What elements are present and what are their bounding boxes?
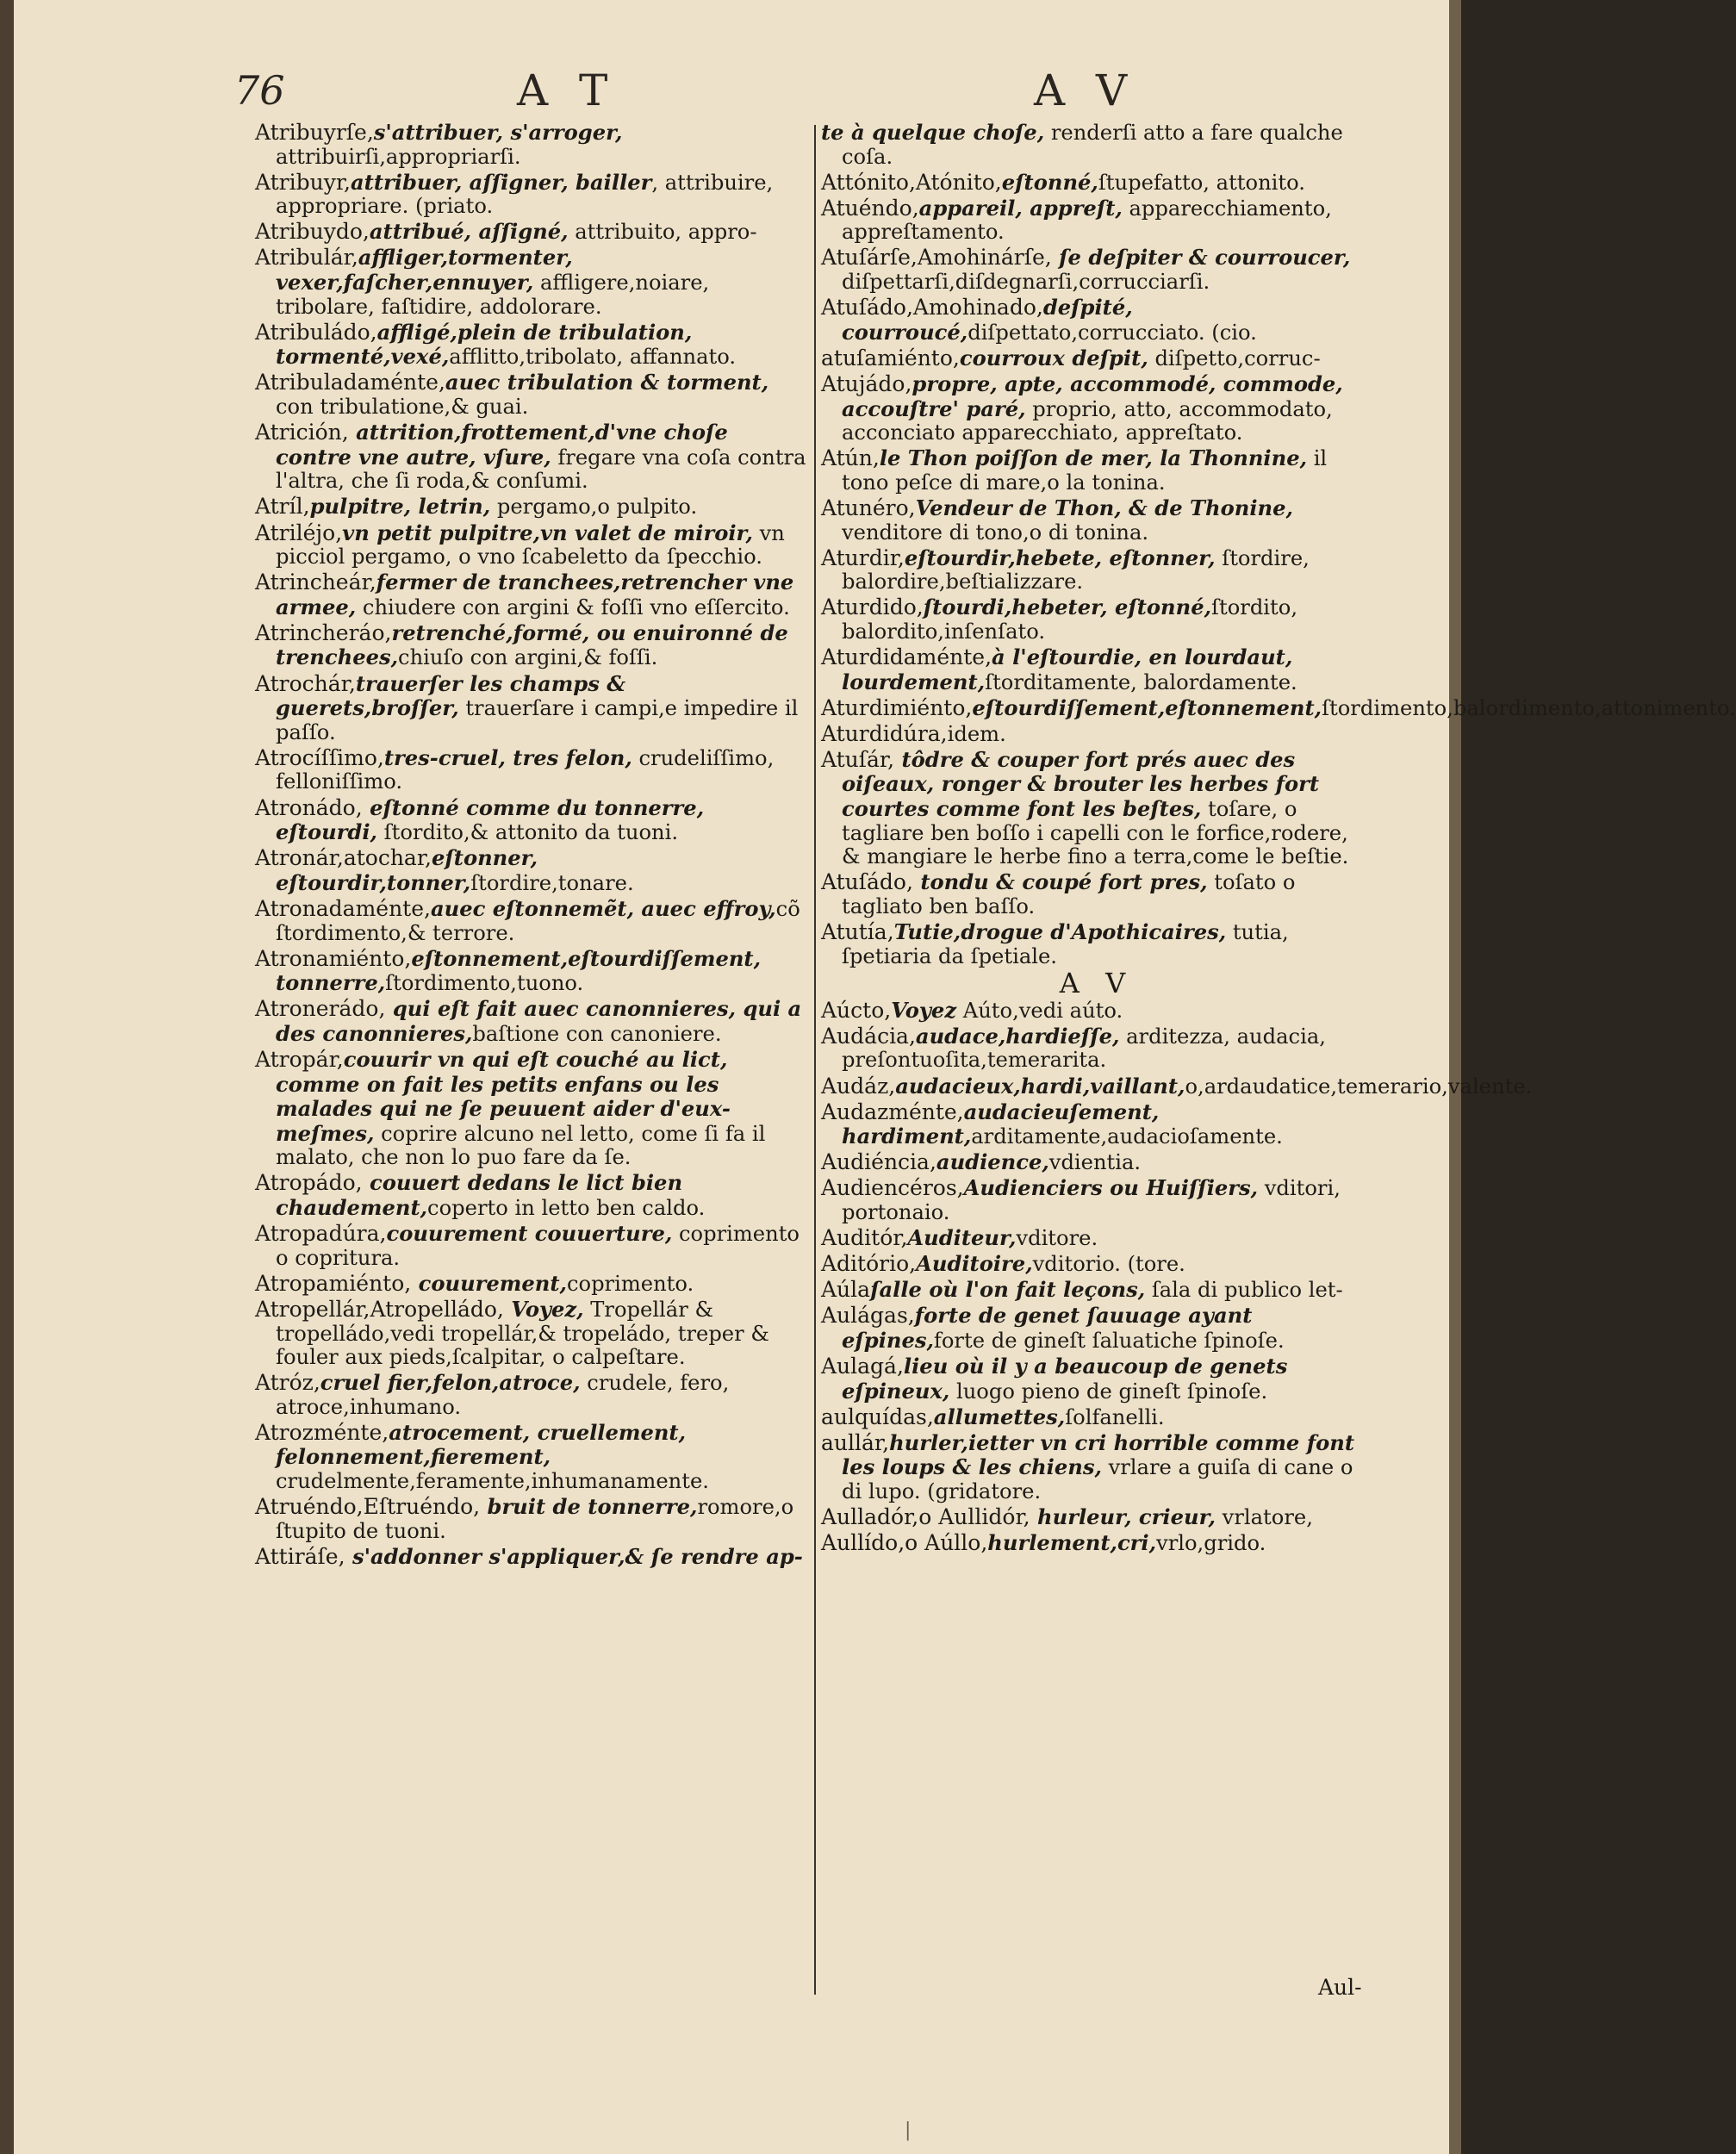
dictionary-entry xyxy=(821,196,1372,245)
entry-headword: Atunéro, xyxy=(821,495,916,520)
entry-french-gloss: Auditoire, xyxy=(916,1251,1033,1277)
dictionary-entry xyxy=(821,1226,1372,1251)
entry-french-gloss: lieu où il y a beaucoup de genets eſpineux, xyxy=(842,1354,1288,1404)
entry-italian-gloss: ſala di publico let- xyxy=(1145,1278,1343,1303)
dictionary-entry xyxy=(255,1421,806,1494)
entry-italian-gloss: proprio, atto, accommodato, acconciato apparecchiato, appreſtato. xyxy=(842,396,1333,445)
dictionary-entry xyxy=(255,746,806,794)
entry-italian-gloss: diſpettarſi,diſdegnarſi,corrucciarſi. xyxy=(842,270,1210,295)
entry-headword: Atuſádo,Amohinado, xyxy=(821,295,1043,321)
entry-french-gloss: cruel fier,felon,atroce, xyxy=(320,1370,581,1396)
entry-headword: Aulágas, xyxy=(821,1303,915,1329)
entry-french-gloss: attribuer, aſſigner, bailler xyxy=(351,169,652,195)
entry-italian-gloss: pergamo,o pulpito. xyxy=(490,495,698,520)
dictionary-entry xyxy=(821,1354,1372,1404)
dictionary-entry xyxy=(821,1024,1372,1073)
dictionary-entry xyxy=(821,346,1372,371)
entry-headword: Atrocíſſimo, xyxy=(255,744,384,770)
entry-french-gloss: affligé,plein de tribulation, tormenté,vexé, xyxy=(276,319,693,370)
entry-headword: Attónito,Atónito, xyxy=(821,169,1002,195)
entry-headword: Atropadúra, xyxy=(255,1221,387,1247)
entry-italian-gloss: vditorio. (tore. xyxy=(1032,1252,1185,1277)
entry-french-gloss: auec eſtonnemẽt, auec effroy, xyxy=(430,895,776,921)
entry-french-gloss: eſtourdiſſement,eſtonnement, xyxy=(972,694,1322,720)
entry-italian-gloss: apparecchiamento, appreſtamento. xyxy=(842,196,1332,245)
entry-headword: Audiéncia, xyxy=(821,1149,936,1175)
entry-italian-gloss: vditore. xyxy=(1016,1226,1098,1251)
dictionary-entry xyxy=(255,672,806,745)
entry-italian-gloss: ſtordire,tonare. xyxy=(470,870,634,895)
dictionary-entry xyxy=(255,897,806,945)
entry-headword: Atropádo, xyxy=(255,1170,363,1196)
entry-italian-gloss: vrlo,grido. xyxy=(1156,1531,1266,1556)
entry-french-gloss: auec tribulation & torment, xyxy=(445,370,769,395)
entry-french-gloss: tondu & coupé fort pres, xyxy=(912,869,1208,895)
entry-headword: Atujádo, xyxy=(821,370,912,396)
entry-french-gloss: Voyez, xyxy=(503,1296,584,1322)
entry-french-gloss: s'addonner s'appliquer,& ſe rendre ap- xyxy=(345,1543,803,1569)
running-head-left: A T xyxy=(517,65,617,115)
entry-headword: Atribulár, xyxy=(255,245,358,271)
entry-french-gloss: hurleur, crieur, xyxy=(1030,1504,1216,1530)
dictionary-entry xyxy=(821,1073,1533,1099)
entry-headword: Atróz, xyxy=(255,1370,320,1396)
entry-french-gloss: attribué, aſſigné, xyxy=(369,219,569,245)
entry-italian-gloss: Tropellár & tropelládo,vedi tropellár,& tropeládo, treper & fouler aux pieds,ſcalpitar, o calpeſtare. xyxy=(276,1297,769,1370)
entry-headword: Atronár,atochar, xyxy=(255,845,432,871)
dictionary-entry xyxy=(255,495,806,520)
entry-french-gloss: retrenché,formé, ou enuironné de trenchees, xyxy=(276,619,788,670)
dictionary-entry xyxy=(821,999,1372,1024)
dictionary-entry xyxy=(255,121,806,169)
entry-italian-gloss: affligere,noiare, tribolare, faſtidire, addolorare. xyxy=(276,271,710,319)
entry-italian-gloss: diſpetto,corruc- xyxy=(1148,346,1321,370)
entry-headword: Atropellár,Atropelládo, xyxy=(255,1296,504,1322)
entry-french-gloss: audacieuſement, hardiment, xyxy=(842,1099,1160,1149)
entry-headword: Audazménte, xyxy=(821,1099,964,1124)
entry-italian-gloss: vdientia. xyxy=(1048,1150,1142,1175)
entry-french-gloss: ſe deſpiter & courroucer, xyxy=(1051,245,1351,271)
entry-headword: Audáz, xyxy=(821,1073,896,1099)
dictionary-entry xyxy=(255,997,806,1046)
page-header xyxy=(0,67,1461,128)
entry-italian-gloss: , attribuire, appropriare. (priato. xyxy=(276,170,774,219)
entry-headword: Aturdido, xyxy=(821,595,924,620)
dictionary-entry xyxy=(255,420,806,494)
dictionary-entry xyxy=(821,372,1372,445)
entry-italian-gloss: diſpettato,corrucciato. (cio. xyxy=(968,320,1257,345)
entry-italian-gloss: luogo pieno de gineſt ſpinoſe. xyxy=(949,1379,1268,1404)
entry-headword: Atuſár, xyxy=(821,746,895,772)
dictionary-entry xyxy=(255,1495,806,1543)
entry-headword: Atronádo, xyxy=(255,794,363,820)
dictionary-entry xyxy=(821,595,1372,644)
entry-italian-gloss: crudeliſſimo, felloniſſimo. xyxy=(276,745,775,794)
entry-headword: Attiráſe, xyxy=(255,1543,345,1569)
entry-headword: Aúcto, xyxy=(821,997,892,1023)
entry-italian-gloss: afflitto,tribolato, affannato. xyxy=(449,345,737,370)
entry-french-gloss: atrocement, cruellement, felonnement,fierement, xyxy=(276,1419,687,1470)
dictionary-entry xyxy=(255,1298,806,1370)
entry-french-gloss: couurir vn qui eſt couché au lict, comme on fait les petits enfans ou les malades qui ne ſe peuuent aider d'eux-meſmes, xyxy=(276,1046,731,1146)
entry-headword: Aulagá, xyxy=(821,1354,904,1379)
entry-italian-gloss: attribuirſi,appropriarſi. xyxy=(276,144,521,169)
dictionary-entry xyxy=(255,1371,806,1419)
dictionary-entry xyxy=(255,621,806,670)
entry-french-gloss: tôdre & couper fort prés auec des oiſeaux, ronger & brouter les herbes fort courtes comme font les beſtes, xyxy=(842,746,1320,822)
entry-italian-gloss: coprimento o copritura. xyxy=(276,1222,800,1270)
right-column-section-at xyxy=(821,120,1736,968)
entry-headword: Atronadaménte, xyxy=(255,895,431,921)
entry-italian-gloss: fregare vna coſa contra l'altra, che ſi roda,& conſumi. xyxy=(276,445,806,494)
dictionary-entry xyxy=(255,1048,806,1170)
entry-headword: Atribuládo, xyxy=(255,319,377,345)
entry-italian-gloss: coprimento. xyxy=(566,1271,694,1296)
entry-french-gloss: le Thon poiſſon de mer, la Thonnine, xyxy=(879,445,1307,471)
entry-headword: Atuſárſe,Amohinárſe, xyxy=(821,245,1052,271)
entry-french-gloss: à l'eſtourdie, en lourdaut, lourdement, xyxy=(842,644,1293,694)
entry-headword: Atutía, xyxy=(821,919,894,944)
dictionary-entry xyxy=(821,1278,1372,1303)
dictionary-entry xyxy=(255,370,806,419)
dictionary-entry xyxy=(255,1222,806,1270)
entry-french-gloss: couurement couuerture, xyxy=(386,1221,673,1247)
entry-french-gloss: Tutie,drogue d'Apothicaires, xyxy=(893,919,1227,944)
entry-italian-gloss: vrlare a guiſa di cane o di lupo. (gridatore. xyxy=(842,1455,1353,1504)
dictionary-entry xyxy=(255,171,806,219)
entry-french-gloss: eſtonnement,eſtourdiſſement, tonnerre, xyxy=(276,945,762,996)
entry-headword: Aúla xyxy=(821,1277,871,1303)
dictionary-entry xyxy=(255,246,806,319)
entry-french-gloss: hurler,ietter vn cri horrible comme font les loups & les chiens, xyxy=(842,1429,1355,1480)
entry-headword: Atrincheár, xyxy=(255,570,376,595)
dictionary-entry xyxy=(821,694,1736,721)
entry-italian-gloss: trauerſare i campi,e impedire il paſſo. xyxy=(276,696,799,744)
entry-headword: Atrincheráo, xyxy=(255,619,392,645)
entry-french-gloss: courroux deſpit, xyxy=(959,345,1148,370)
entry-italian-gloss: toſare, o tagliare ben boſſo i capelli con le forfice,rodere, & mangiare le herbe fino a terra,come le beſtie. xyxy=(842,797,1349,869)
entry-french-gloss: audience, xyxy=(936,1149,1049,1175)
entry-italian-gloss: chiudere con argini & foſſi vno eſſercito. xyxy=(356,595,790,619)
right-column xyxy=(821,120,1736,1999)
dictionary-entry xyxy=(821,870,1372,918)
entry-italian-gloss: ſtorditamente, balordamente. xyxy=(985,669,1297,694)
entry-headword: aulquídas, xyxy=(821,1404,934,1429)
entry-french-gloss: audacieux,hardi,vaillant, xyxy=(895,1073,1185,1099)
running-head-right: A V xyxy=(1034,65,1136,115)
entry-italian-gloss: vditori, portonaio. xyxy=(842,1176,1341,1225)
entry-italian-gloss: arditamente,audacioſamente. xyxy=(971,1124,1283,1149)
entry-headword: Atuéndo, xyxy=(821,195,919,221)
entry-italian-gloss: ſtordimento,tuono. xyxy=(385,971,584,996)
catchword: Aul- xyxy=(1318,1975,1362,2000)
entry-italian-gloss: toſato o tagliato ben baſſo. xyxy=(842,870,1296,918)
entry-headword: Auditór, xyxy=(821,1225,908,1251)
entry-french-gloss: trauerſer les champs & guerets,broſſer, xyxy=(276,670,626,721)
entry-headword: Atribuydo, xyxy=(255,219,370,245)
entry-italian-gloss: forte de gineſt ſaluatiche ſpinoſe. xyxy=(933,1329,1285,1353)
entry-italian-gloss: tutia, ſpetiaria da ſpetiale. xyxy=(842,920,1289,968)
dictionary-entry xyxy=(821,446,1372,495)
dictionary-entry xyxy=(821,1304,1372,1353)
entry-french-gloss: ſtourdi,hebeter, eſtonné, xyxy=(923,595,1212,620)
dictionary-entry xyxy=(255,1171,806,1220)
entry-headword: Aturdidaménte, xyxy=(821,644,992,669)
entry-headword: Atropár, xyxy=(255,1046,344,1072)
column-rule xyxy=(814,125,816,1995)
entry-headword: Atrozménte, xyxy=(255,1419,389,1445)
entry-french-gloss: couurement, xyxy=(411,1270,567,1296)
dictionary-entry xyxy=(255,321,806,370)
entry-headword: Atrición, xyxy=(255,420,349,445)
entry-headword: Aturdidúra, xyxy=(821,720,948,746)
entry-french-gloss: forte de genet ſauuage ayant eſpines, xyxy=(842,1303,1253,1353)
entry-italian-gloss: Aúto,vedi aúto. xyxy=(956,998,1123,1023)
entry-italian-gloss: romore,o ſtupito de tuoni. xyxy=(276,1495,794,1543)
entry-headword: Aturdimiénto, xyxy=(821,694,973,720)
entry-italian-gloss: crudelmente,feramente,inhumanamente. xyxy=(276,1469,709,1494)
entry-french-gloss: ſalle où l'on fait leçons, xyxy=(870,1277,1146,1303)
entry-headword: Atríl, xyxy=(255,494,310,520)
entry-french-gloss: vn petit pulpitre,vn valet de miroir, xyxy=(342,520,753,545)
entry-headword: Atriléjo, xyxy=(255,520,343,545)
entry-french-gloss: fermer de tranchees,retrencher vne armee, xyxy=(276,570,794,619)
entry-french-gloss: propre, apte, accommodé, commode, accouſtre' paré, xyxy=(842,370,1343,421)
dictionary-entry xyxy=(821,171,1372,196)
entry-french-gloss: couuert dedans le lict bien chaudement, xyxy=(276,1170,683,1221)
dictionary-entry xyxy=(255,947,806,996)
entry-french-gloss: audace,hardieſſe, xyxy=(915,1023,1120,1049)
entry-french-gloss: bruit de tonnerre, xyxy=(480,1494,698,1520)
entry-headword: Atruéndo,Eſtruéndo, xyxy=(255,1494,481,1520)
entry-headword: Audiencéros, xyxy=(821,1175,964,1201)
entry-italian-gloss: ſtordito, balordito,inſenſato. xyxy=(842,595,1298,644)
dictionary-entry xyxy=(255,570,806,619)
entry-italian-gloss: baſtione con canoniere. xyxy=(472,1021,722,1046)
entry-headword: Atribuladaménte, xyxy=(255,370,445,395)
entry-french-gloss: affliger,tormenter, vexer,faſcher,ennuyer, xyxy=(276,245,573,296)
dictionary-entry xyxy=(821,1252,1372,1277)
dictionary-entry xyxy=(255,1545,806,1570)
entry-headword: Aullído,o Aúllo, xyxy=(821,1530,988,1556)
entry-italian-gloss: ſtupefatto, attonito. xyxy=(1098,170,1305,195)
entry-italian-gloss: attribuito, appro- xyxy=(568,220,757,245)
entry-headword: Aditório, xyxy=(821,1251,917,1277)
entry-french-gloss: pulpitre, letrin, xyxy=(309,494,491,520)
entry-french-gloss: Auditeur, xyxy=(907,1225,1017,1251)
entry-french-gloss: eſtonné, xyxy=(1001,169,1098,195)
entry-italian-gloss: cõ ſtordimento,& terrore. xyxy=(276,896,800,945)
entry-italian-gloss: o,ardaudatice,temerario,valente. xyxy=(1185,1074,1533,1099)
dictionary-entry xyxy=(255,846,806,895)
entry-french-gloss: eſtonné comme du tonnerre, eſtourdi, xyxy=(276,794,705,845)
dictionary-entry xyxy=(821,1431,1372,1504)
entry-headword: Atronerádo, xyxy=(255,996,386,1022)
entry-french-gloss: eſtourdir,hebete, eſtonner, xyxy=(904,545,1216,570)
entry-french-gloss: deſpité, courroucé, xyxy=(842,295,1133,345)
entry-italian-gloss: vrlatore, xyxy=(1215,1505,1313,1530)
entry-french-gloss: Vendeur de Thon, & de Thonine, xyxy=(915,495,1293,520)
entry-italian-gloss: ſtordire, balordire,beſtializzare. xyxy=(842,545,1310,595)
left-column xyxy=(255,121,806,1999)
entry-headword: Atribuyrſe, xyxy=(255,120,374,145)
entry-italian-gloss: ſtordimento,balordimento,attonimento. xyxy=(1322,695,1736,720)
dictionary-entry xyxy=(821,1405,1372,1430)
dictionary-entry xyxy=(821,1100,1372,1149)
entry-headword: atuſamiénto, xyxy=(821,345,960,370)
entry-french-gloss: appareil, appreſt, xyxy=(918,195,1123,221)
entry-italian-gloss: ſtordito,& attonito da tuoni. xyxy=(376,820,679,845)
entry-french-gloss: tres-cruel, tres felon, xyxy=(383,744,632,770)
dictionary-entry xyxy=(821,1505,1372,1530)
entry-italian-gloss: chiuſo con argini,& foſſi. xyxy=(398,645,658,670)
entry-headword: Atronamiénto, xyxy=(255,945,412,971)
entry-french-gloss: hurlement,cri, xyxy=(987,1530,1157,1556)
entry-headword: Aturdir, xyxy=(821,545,905,570)
entry-italian-gloss: renderſi atto a fare qualche coſa. xyxy=(842,121,1343,169)
dictionary-entry xyxy=(821,1150,1372,1175)
entry-headword: Aulladór,o Aullidór, xyxy=(821,1504,1030,1530)
dictionary-entry xyxy=(255,1272,806,1297)
entry-italian-gloss: con tribulatione,& guai. xyxy=(276,395,529,420)
dictionary-entry xyxy=(821,722,1372,747)
entry-italian-gloss: arditezza, audacia, preſontuoſita,temerarita. xyxy=(842,1024,1326,1073)
entry-french-gloss: qui eſt fait auec canonnieres, qui a des canonnieres, xyxy=(276,996,802,1046)
dictionary-entry xyxy=(255,521,806,570)
entry-french-gloss: te à quelque choſe, xyxy=(821,120,1045,145)
page-gutter-shadow xyxy=(0,0,14,2154)
entry-french-gloss: attrition,frottement,d'vne choſe contre vne autre, vſure, xyxy=(276,420,728,470)
right-column-section-av xyxy=(821,997,1533,1556)
entry-headword: Atuſádo, xyxy=(821,869,913,895)
dictionary-entry xyxy=(821,1176,1372,1224)
entry-italian-gloss: coprire alcuno nel letto, come ſi fa il malato, che non lo puo fare da ſe. xyxy=(276,1121,766,1170)
section-heading-av: A V xyxy=(1059,967,1135,1000)
entry-italian-gloss: ſolfanelli. xyxy=(1065,1404,1165,1429)
dictionary-entry xyxy=(821,546,1372,595)
entry-italian-gloss: idem. xyxy=(947,721,1006,746)
entry-headword: Audácia, xyxy=(821,1023,916,1049)
entry-italian-gloss: coperto in letto ben caldo. xyxy=(427,1196,706,1221)
entry-french-gloss: eſtonner, eſtourdir,tonner, xyxy=(276,845,538,895)
entry-italian-gloss: vn picciol pergamo, o vno ſcabeletto da ſpecchio. xyxy=(276,520,785,570)
dictionary-entry xyxy=(821,645,1372,694)
dictionary-entry xyxy=(821,246,1372,294)
dictionary-entry xyxy=(821,496,1372,545)
page-number: 76 xyxy=(234,67,285,114)
entry-italian-gloss: venditore di tono,o di tonina. xyxy=(842,520,1149,545)
entry-headword: aullár, xyxy=(821,1429,890,1455)
entry-french-gloss: Voyez xyxy=(891,997,957,1023)
entry-french-gloss: s'attribuer, s'arroger, xyxy=(373,120,623,145)
entry-headword: Atribuyr, xyxy=(255,169,351,195)
entry-italian-gloss: crudele, fero, atroce,inhumano. xyxy=(276,1371,730,1419)
dictionary-entry xyxy=(821,1531,1372,1556)
entry-headword: Atrochár, xyxy=(255,670,356,696)
entry-headword: Atún, xyxy=(821,445,880,471)
ink-speck: | xyxy=(905,2120,912,2141)
entry-french-gloss: Audienciers ou Huiſſiers, xyxy=(963,1175,1259,1201)
dictionary-entry xyxy=(255,220,806,245)
dictionary-entry xyxy=(821,296,1372,345)
dictionary-entry xyxy=(821,920,1372,968)
entry-italian-gloss: il tono peſce di mare,o la tonina. xyxy=(842,446,1328,495)
dictionary-entry xyxy=(821,121,1372,169)
dictionary-entry xyxy=(821,748,1372,869)
dictionary-entry xyxy=(255,796,806,845)
entry-headword: Atropamiénto, xyxy=(255,1270,412,1296)
entry-french-gloss: allumettes, xyxy=(933,1404,1066,1429)
